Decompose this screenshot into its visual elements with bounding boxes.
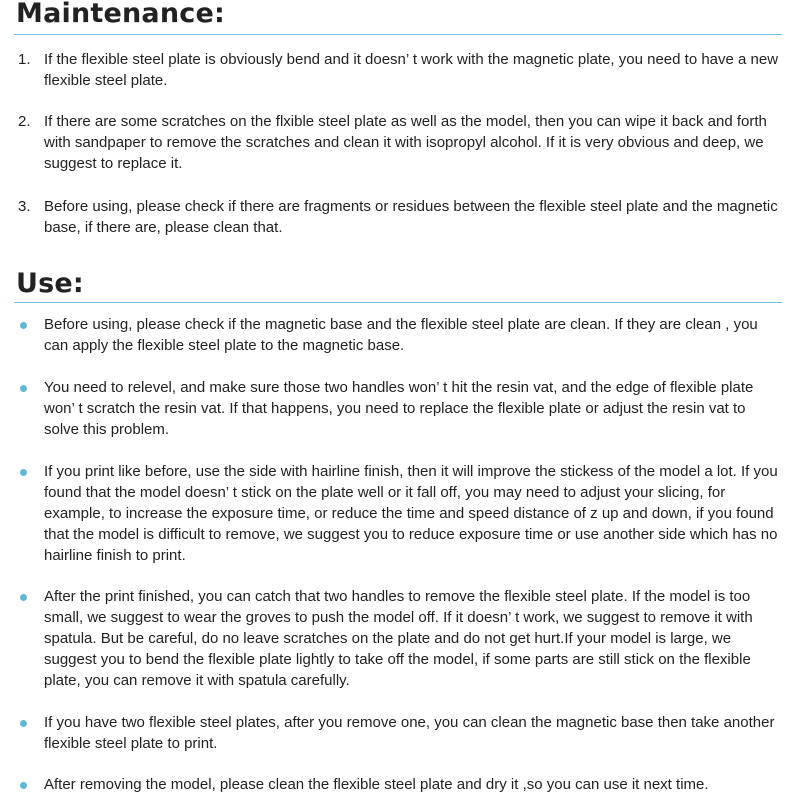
maintenance-item-text: If there are some scratches on the flxible steel plate as well as the model, then you can wipe it back and forth with sandpaper to remove the scratches and clean it with isopropyl alcohol. If it is very obvious and deep, we suggest to replace it. [44,113,767,172]
bullet-icon [20,594,27,601]
use-item-text: If you have two flexible steel plates, after you remove one, you can clean the magnetic base then take another flexible steel plate to print. [44,714,775,752]
maintenance-heading-rule [14,34,782,35]
use-heading: Use: [16,268,84,299]
maintenance-item-number: 1. [18,51,31,68]
use-item-text: If you print like before, use the side with hairline finish, then it will improve the stickess of the model a lot. If you found that the model doesn’ t stick on the plate well or it fall off, you may need to adjust your slicing, for example, to increase the exposure time, or reduce the time and speed distance of z up and down, if you found that the model is difficult to remove, we suggest you to reduce exposure time or use another side which has no hairline finish to print. [44,463,778,564]
bullet-icon [20,720,27,727]
use-item-text: After removing the model, please clean the flexible steel plate and dry it ,so you can use it next time. [44,776,709,793]
use-heading-rule [14,302,782,303]
maintenance-item-text: If the flexible steel plate is obviously bend and it doesn’ t work with the magnetic plate, you need to have a new flexible steel plate. [44,51,779,89]
bullet-icon [20,469,27,476]
bullet-icon [20,782,27,789]
bullet-icon [20,322,27,329]
bullet-icon [20,385,27,392]
use-item-text: Before using, please check if the magnetic base and the flexible steel plate are clean. If they are clean , you can apply the flexible steel plate to the magnetic base. [44,316,758,354]
maintenance-item-text: Before using, please check if there are fragments or residues between the flexible steel plate and the magnetic base, if there are, please clean that. [44,198,778,236]
maintenance-item-number: 2. [18,113,31,130]
maintenance-heading: Maintenance: [16,0,225,29]
use-item-text: You need to relevel, and make sure those two handles won’ t hit the resin vat, and the edge of flexible plate won’ t scratch the resin vat. If that happens, you need to replace the flexible plate or adjust the resin vat to solve this problem. [44,379,754,438]
use-item-text: After the print finished, you can catch that two handles to remove the flexible steel plate. If the model is too small, we suggest to wear the groves to push the model off. If it doesn’ t work, we suggest to remove it with spatula. But be careful, do no leave scratches on the plate and do not get hurt.If your model is large, we suggest you to bend the flexible plate lightly to take off the model, if some parts are still stick on the flexible plate, you can remove it with spatula carefully. [44,588,753,689]
maintenance-item-number: 3. [18,198,31,215]
